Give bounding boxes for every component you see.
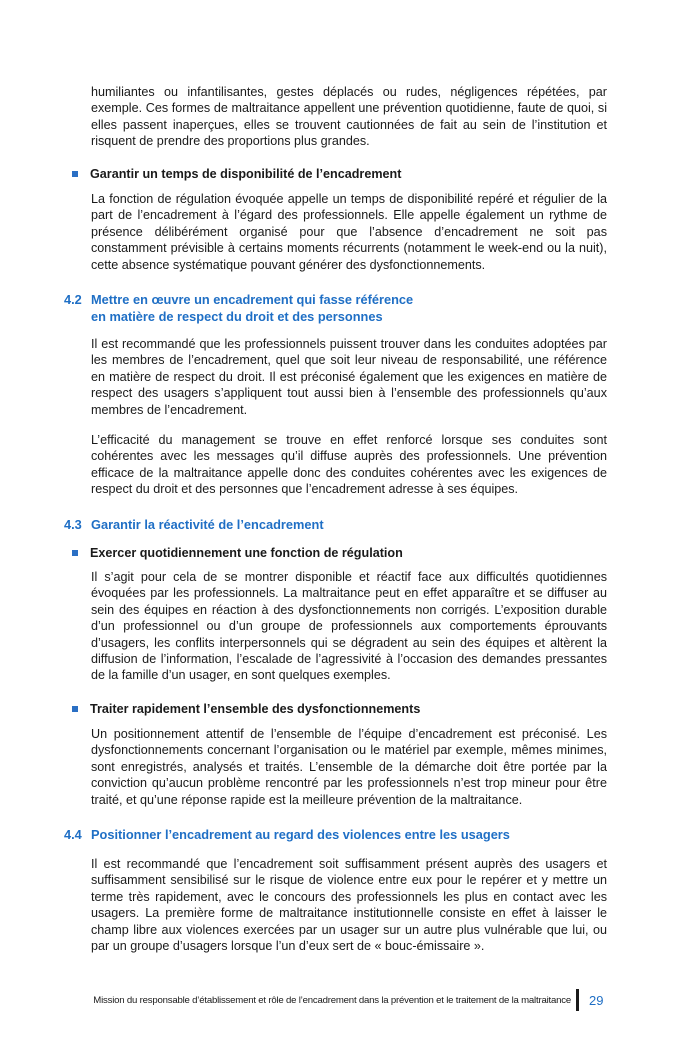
footer-divider	[576, 989, 579, 1011]
section-title: Garantir la réactivité de l’encadrement	[91, 517, 324, 532]
paragraph-disponibilite: La fonction de régulation évoquée appelle un temps de disponibilité repéré et régulier de la part de l’encadrement à l’égard des professionnels. Elle appelle également un rythme de présence délibérément organisé pour que l’absence d’encadrement ne soit pas constamment prévisible à certains moments récurrents (notamment le week-end ou la nuit), cette absence systématique pouvant générer des dysfonctionnements.	[91, 192, 607, 272]
section-heading-4-2	[64, 292, 624, 326]
paragraph-4-4: Il est recommandé que l’encadrement soit suffisamment présent auprès des usagers et suffisamment sensibilisé sur le risque de violence entre eux pour le repérer et y mettre un terme très rapidement, avec le concours des professionnels les plus en contact avec les usagers. La première forme de maltraitance institutionnelle consiste en effet à laisser le champ libre aux violences exercées par un usager sur un autre plus vulnérable que lui, ou par un groupe d’usagers lorsque l’un d’eux sert de « bouc-émissaire ».	[91, 857, 607, 954]
paragraph-regulation: Il s’agit pour cela de se montrer disponible et réactif face aux difficultés quotidiennes évoquées par les professionnels. La maltraitance peut en effet apparaître et se diffuser au sein des équipes en réaction à des dysfonctionnements non corrigés. L’exposition durable d’un professionnel ou d’un groupe de professionnels aux comportements éprouvants d’usagers, les conflits interpersonnels qui se dégradent au sein des équipes et altèrent la diffusion de l’information, l’escalade de l’agressivité à l’occasion des demandes pressantes de la famille d’un usager, en sont quelques exemples.	[91, 570, 607, 683]
bullet-heading-disponibilite	[72, 166, 612, 182]
section-heading-4-3	[64, 517, 624, 534]
bullet-heading-text: Exercer quotidiennement une fonction de régulation	[90, 546, 403, 560]
paragraph-4-2-a: Il est recommandé que les professionnels puissent trouver dans les conduites adoptées par les membres de l’encadrement, quel que soit leur niveau de responsabilité, une référence en matière de respect du droit. Il est préconisé également que les exigences en matière de respect des usagers s’appliquent tout aussi bien à l’ensemble des professionnels qu’aux membres de l’encadrement.	[91, 337, 607, 417]
bullet-heading-dysfonctionnements	[72, 701, 612, 717]
section-number: 4.3	[64, 517, 82, 532]
section-title-line2: en matière de respect du droit et des personnes	[91, 308, 383, 324]
page-number: 29	[589, 993, 604, 1008]
bullet-heading-regulation	[72, 545, 612, 561]
paragraph-intro: humiliantes ou infantilisantes, gestes déplacés ou rudes, négligences répétées, par exemple. Ces formes de maltraitance appellent une prévention quotidienne, faute de quoi, si elles passent inaperçues, elles se trouvent cautionnées de fait au sein de l’institution et risquent de prendre des proportions plus grandes.	[91, 85, 607, 149]
bullet-heading-text: Garantir un temps de disponibilité de l’encadrement	[90, 167, 402, 181]
bullet-square-icon	[72, 706, 78, 712]
section-number: 4.4	[64, 827, 82, 842]
footer-running-title: Mission du responsable d’établissement et rôle de l’encadrement dans la prévention et le traitement de la maltraitance	[93, 995, 571, 1006]
section-heading-4-4	[64, 827, 624, 844]
bullet-heading-text: Traiter rapidement l’ensemble des dysfonctionnements	[90, 702, 421, 716]
paragraph-dysfonctionnements: Un positionnement attentif de l’ensemble de l’équipe d’encadrement est préconisé. Les dysfonctionnements concernant l’organisation ou le matériel par exemple, mêmes minimes, sont enregistrés, analysés et traités. L’ensemble de la démarche doit être portée par la conviction qu’aucun problème rencontré par les professionnels n’est trop mineur pour être traité, et qu’une réponse rapide est la meilleure prévention de la maltraitance.	[91, 727, 607, 807]
section-title: Positionner l’encadrement au regard des violences entre les usagers	[91, 827, 510, 842]
section-number: 4.2	[64, 292, 82, 307]
bullet-square-icon	[72, 171, 78, 177]
paragraph-4-2-b: L’efficacité du management se trouve en effet renforcé lorsque ses conduites sont cohérentes avec les messages qu’il diffuse auprès des professionnels. Une prévention efficace de la maltraitance appelle donc des conduites cohérentes avec les exigences de respect du droit et des personnes que l’encadrement adresse à ses équipes.	[91, 433, 607, 497]
section-title-line1: Mettre en œuvre un encadrement qui fasse référence	[91, 292, 414, 307]
bullet-square-icon	[72, 550, 78, 556]
